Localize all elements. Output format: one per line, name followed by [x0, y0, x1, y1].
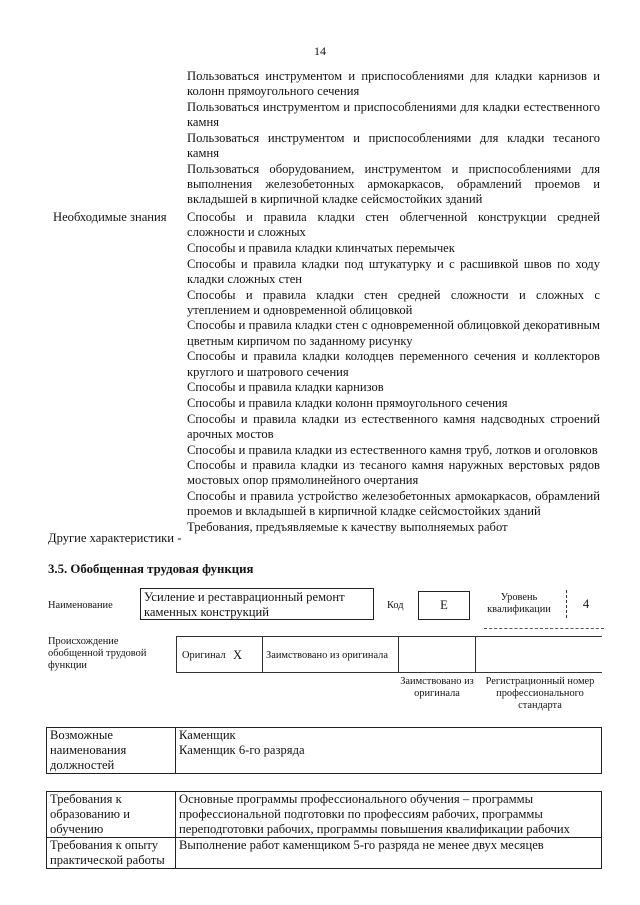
requirement-row: [47, 792, 602, 838]
skill-item: Пользоваться инструментом и приспособлениями для кладки естественного камня: [187, 99, 600, 130]
code-field: Е: [418, 591, 470, 620]
other-characteristics: Другие характеристики -: [48, 531, 182, 545]
original-label: Оригинал: [182, 650, 226, 661]
page-number: 14: [314, 44, 326, 58]
knowledge-item: Способы и правила кладки стен с одновременной облицовкой декоративным цветным кирпичом по заданному рисунку: [187, 318, 600, 348]
knowledge-item: Способы и правила кладки карнизов: [187, 380, 384, 395]
knowledge-item: Способы и правила кладки из естественного камня труб, лотков и оголовков: [187, 442, 598, 457]
knowledge-item: Способы и правила кладки колонн прямоугольного сечения: [187, 395, 508, 410]
skill-item: Пользоваться инструментом и приспособлениями для кладки карнизов и колонн прямоугольного сечения: [187, 69, 600, 99]
level-field: 4: [582, 597, 590, 611]
requirements-table: [46, 791, 602, 869]
knowledge-item: Требования, предъявляемые к качеству выполняемых работ: [187, 520, 508, 535]
skill-item: Пользоваться инструментом и приспособлениями для кладки тесаного камня: [187, 130, 600, 161]
knowledge-item: Способы и правила кладки стен облегченной конструкции средней сложности и сложных: [187, 210, 600, 240]
skills-list: [187, 69, 600, 208]
original-mark: Х: [233, 648, 243, 662]
education-value: Основные программы профессионального обучения – программы профессиональной подготовки по профессиям рабочих, программы переподготовки рабочих, программы повышения квалификации рабочих: [176, 792, 602, 838]
knowledge-item: Способы и правила устройство железобетонных армокаркасов, обрамлений проемов и вкладышей в кирпичной кладке сейсмостойких зданий: [187, 489, 600, 519]
knowledge-item: Способы и правила кладки колодцев переменного сечения и коллекторов круглого и шатрового сечения: [187, 349, 600, 379]
code-label: Код: [387, 600, 404, 611]
requirement-row: [47, 838, 602, 869]
position-item: Каменщик 6-го разряда: [179, 743, 305, 757]
level-divider: [566, 590, 567, 618]
position-item: Каменщик: [179, 728, 236, 742]
knowledge-label: Необходимые знания: [53, 210, 167, 224]
reg-number-caption: Регистрационный номер профессионального стандарта: [485, 676, 595, 711]
education-label: Требования к образованию и обучению: [47, 792, 176, 838]
origin-divider-1: [262, 636, 263, 672]
origin-bottom-line: [176, 672, 602, 673]
knowledge-list: [187, 210, 600, 536]
level-label: Уровень квалификации: [487, 592, 551, 615]
knowledge-item: Способы и правила кладки клинчатых перемычек: [187, 240, 455, 255]
borrowed-code-caption: Заимствовано из оригинала: [400, 676, 474, 699]
origin-divider-2: [398, 636, 399, 672]
origin-top-line: [176, 636, 602, 637]
positions-row: [47, 728, 602, 774]
experience-label: Требования к опыту практической работы: [47, 838, 176, 869]
knowledge-item: Способы и правила кладки стен средней сложности и сложных с утеплением и одновременной облицовкой: [187, 287, 600, 317]
origin-divider-0: [176, 636, 177, 672]
function-name-field: Усиление и реставрационный ремонт каменных конструкций: [140, 588, 374, 620]
name-label: Наименование: [48, 600, 113, 611]
knowledge-item: Способы и правила кладки из тесаного камня наружных верстовых рядов мостовых опор прямолинейного очертания: [187, 458, 600, 488]
positions-table: [46, 727, 602, 774]
section-title: 3.5. Обобщенная трудовая функция: [48, 562, 254, 576]
level-underline: [484, 628, 604, 629]
positions-values: [176, 728, 602, 774]
skill-item: Пользоваться оборудованием, инструментом и приспособлениями для выполнения железобетонных армокаркасов, обрамлений проемов и вкладышей в кирпичной кладке сейсмостойких зданий: [187, 161, 600, 207]
borrowed-label: Заимствовано из оригинала: [266, 650, 388, 661]
origin-label: Происхождение обобщенной трудовой функции: [48, 636, 147, 671]
knowledge-item: Способы и правила кладки под штукатурку и с расшивкой швов по ходу кладки сложных стен: [187, 256, 600, 286]
experience-value: Выполнение работ каменщиком 5-го разряда не менее двух месяцев: [176, 838, 602, 869]
positions-label: Возможные наименования должностей: [47, 728, 176, 774]
knowledge-item: Способы и правила кладки из естественного камня надсводных строений арочных мостов: [187, 411, 600, 441]
origin-divider-3: [475, 636, 476, 672]
